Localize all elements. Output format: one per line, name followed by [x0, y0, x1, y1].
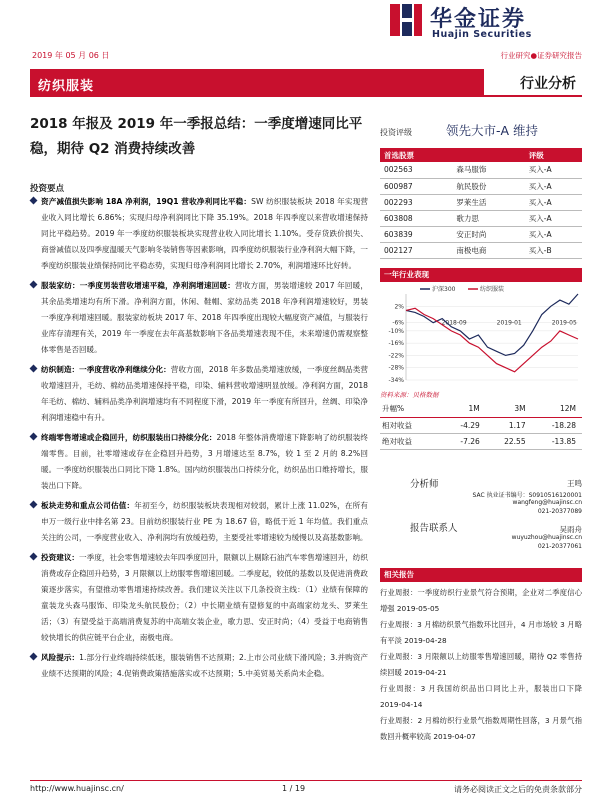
stock-code: 002127	[380, 242, 452, 258]
performance-chart	[380, 284, 582, 384]
rating-label: 投资评级	[380, 128, 412, 137]
report-type-box	[484, 69, 582, 97]
point-4-heading: 终端零售增速或企稳回升，纺织服装出口持续分化：	[41, 433, 217, 442]
table-row	[380, 194, 582, 210]
point-3-text: 营收方面，2018 年多数品类增速放缓，一季度丝绸品类营收增速回升，毛纺、棉纺品类增速保持平稳，印染、辅料营收增速明显放缓。净利润方面，2018 年毛纺、棉纺、辅料品类净利润增速均有不同程度下滑，2019 年一季度有所回升，丝绸、印染净利润增速稳中有升。	[41, 365, 368, 422]
related-reports-list	[380, 585, 582, 745]
table-row	[380, 242, 582, 258]
point-5	[30, 498, 368, 546]
logo-text-en: Huajin Securities	[432, 29, 532, 40]
contact-label: 报告联系人	[410, 523, 458, 534]
table-row	[380, 226, 582, 242]
point-5-text: 年初至今，纺织服装板块表现相对较弱，累计上涨 11.02%，在所有申万一级行业中排名第 23。目前纺织服装行业 PE 为 18.67 倍，略低于近 1 年均值。我们重点关注的公司，一季度营业收入、净利润均有放缓趋势，主要受社零增速较为缓慢以及高基数影响。	[41, 501, 368, 542]
stock-name: 航民股份	[452, 178, 524, 194]
table-cell: -7.26	[443, 433, 485, 449]
huajin-logo-icon	[388, 2, 424, 38]
contact-phone: 021-20377061	[537, 543, 582, 550]
point-3-heading: 纺织制造：一季度营收净利继续分化：	[41, 365, 171, 374]
y-tick-label: 2%	[394, 303, 404, 311]
stock-code: 603808	[380, 210, 452, 226]
x-tick-label: 2019-05	[551, 319, 577, 327]
list-item[interactable]: 行业周报：3 月我国纺织品出口同比上升，服装出口下降 2019-04-14	[380, 684, 582, 709]
diamond-bullet-icon	[30, 653, 38, 661]
stock-rating: 买入-A	[525, 178, 582, 194]
sector-band	[30, 69, 484, 97]
point-6-heading: 投资建议：	[41, 553, 80, 562]
stock-code: 002293	[380, 194, 452, 210]
point-7-text: 1.部分行业终端持续低迷，服装销售不达预期；2.上市公司业绩下滑风险；3.并购资产业绩不达预期的风险；4.促销费政策措施落实或不达预期；5.中美贸易关系尚未企稳。	[41, 653, 369, 678]
contact-name: 吴雨舟	[559, 525, 582, 534]
stock-code: 002563	[380, 162, 452, 178]
analyst-phone: 021-20377089	[537, 508, 582, 515]
table-header-row	[380, 148, 582, 162]
point-4-text: 2018 年整体消费增速下降影响了纺织服装终端零售。目前，社零增速或存在企稳回升趋势，3 月增速达至 8.7%，较 1 至 2 月的 8.2%回暖。一季度纺织服装出口同比下降 1.8%。国内纺织服装出口持续分化，纺织品出口维持增长，服装出口下降。	[41, 433, 368, 490]
series-line-2	[406, 308, 578, 372]
report-type: 行业分析	[520, 76, 576, 92]
report-tags: 行业研究●证券研究报告	[500, 51, 582, 60]
report-title: 2018 年报及 2019 年一季报总结：一季度增速同比平稳，期待 Q2 消费持续改善	[30, 116, 363, 157]
logo-text-cn: 华金证券	[430, 7, 527, 32]
diamond-bullet-icon	[30, 197, 38, 205]
stock-name: 歌力思	[452, 210, 524, 226]
stock-rating: 买入-A	[525, 162, 582, 178]
footer-divider	[30, 780, 582, 781]
point-6-text: 一季度，社会零售增速较去年四季度回升，限额以上剔除石油汽车零售增速回升，纺织消费或存企稳回升趋势，3 月限额以上纺服零售增速回暖。二季度起，较低的基数以及促进消费政策逐步落实，有望推动零售增速持续改善。我们建议关注以下几条投资主线：（1）业绩有保障的童装龙头森马服饰、印染龙头航民股份；（2）中长期业绩有望修复的中高端家纺龙头、罗莱生活；（3）有望受益于高端消费复苏的中高端女装企业，歌力思、安正时尚；（4）受益于电商销售较快增长的供应链平台企业，南极电商。	[41, 553, 369, 642]
legend-label: 沪深300	[432, 286, 456, 293]
y-tick-label: -34%	[388, 377, 404, 384]
x-tick-label: 2018-09	[441, 319, 467, 327]
header-cell: 首选股票	[380, 148, 452, 162]
diamond-bullet-icon	[30, 365, 38, 373]
table-cell: 相对收益	[380, 417, 443, 433]
analyst-cert: SAC 执业证书编号：S0910516120001	[472, 492, 582, 499]
legend-label: 纺织服装	[480, 286, 505, 293]
diamond-bullet-icon	[30, 281, 38, 289]
stock-rating: 买入-A	[525, 226, 582, 242]
table-row	[380, 433, 582, 449]
point-7	[30, 650, 368, 682]
point-7-heading: 风险提示：	[41, 653, 80, 662]
footer-url[interactable]: http://www.huajinsc.cn/	[30, 784, 124, 793]
y-tick-label: -6%	[392, 319, 404, 327]
stock-rating: 买入-B	[525, 242, 582, 258]
stock-name: 安正时尚	[452, 226, 524, 242]
table-row	[380, 210, 582, 226]
x-tick-label: 2019-01	[496, 319, 522, 327]
diamond-bullet-icon	[30, 501, 38, 509]
table-cell: 3M	[486, 401, 532, 417]
list-item[interactable]: 行业周报：一季度纺织行业景气符合预期，企业对二季度信心增强 2019-05-05	[380, 588, 582, 613]
point-4	[30, 430, 368, 494]
analyst-name: 王鸣	[567, 479, 582, 488]
report-date: 2019 年 05 月 06 日	[32, 51, 110, 60]
header-cell: 评级	[525, 148, 582, 162]
company-logo	[388, 2, 578, 42]
table-cell: 升幅%	[380, 401, 443, 417]
stock-code: 600987	[380, 178, 452, 194]
list-item[interactable]: 行业周报：3 月棉纺织景气指数环比回升，4 月市场较 3 月略有平淡 2019-04-28	[380, 620, 582, 645]
list-item[interactable]: 行业周报：2 月棉纺织行业景气指数周期性回落，3 月景气指数回升概率较高 2019-04-07	[380, 716, 582, 741]
point-2-text: 营收方面，男装增速较 2017 年回暖，其余品类增速均有所下滑。净利润方面，休闲、鞋帽、家纺品类 2018 年净利润增速较好，男装一季度净利增速回暖。服装家纺板块 2017 年、2018 年四季度出现较大幅度资产减值，与服装行业库存清理有关，2019 年一季度在去年高基数影响下各品类增速表现不佳，未来增速仍需观察整体零售是否回暖。	[41, 281, 369, 354]
table-cell: 1.17	[486, 417, 532, 433]
table-row	[380, 417, 582, 433]
y-tick-label: -28%	[388, 364, 404, 372]
y-tick-label: -22%	[388, 352, 404, 360]
y-tick-label: -10%	[388, 327, 404, 335]
point-6	[30, 550, 368, 646]
stock-rating: 买入-A	[525, 210, 582, 226]
chart-source: 资料来源：贝格数据	[380, 391, 439, 399]
stock-name: 南极电商	[452, 242, 524, 258]
point-2-heading: 服装家纺：一季度男装营收增速平稳，净利润增速回暖：	[41, 281, 236, 290]
preferred-stocks-table	[380, 148, 582, 259]
point-1-text: SW 纺织服装板块 2018 年实现营业收入同比增长 6.86%；实现归母净利润同比下降 35.19%。2018 年四季度以来营收增速保持同比平稳趋势。2019 年一季度纺织服装板块实现营业收入同比增长 1.10%。受存货跌价损失、商誉减值以及四季度温暖天气影响冬装销售等因素影响，四季度纺织服装行业净利润大幅下降，一季度纺织服装业绩保持同比平稳态势，实现归母净利润同比增长 2.70%，利润增速环比好转。	[41, 197, 368, 270]
diamond-bullet-icon	[30, 433, 38, 441]
investment-points	[30, 194, 368, 686]
related-reports-heading: 相关报告	[380, 568, 582, 582]
disclaimer-note: 请务必阅读正文之后的免责条款部分	[454, 785, 582, 794]
y-tick-label: -16%	[388, 340, 404, 348]
table-cell: 1M	[443, 401, 485, 417]
header-cell	[452, 148, 524, 162]
table-cell: -18.28	[532, 417, 582, 433]
table-cell: -13.85	[532, 433, 582, 449]
point-2	[30, 278, 368, 358]
table-row	[380, 178, 582, 194]
stock-name: 森马服饰	[452, 162, 524, 178]
performance-heading: 一年行业表现	[380, 268, 582, 282]
table-cell: 22.55	[486, 433, 532, 449]
list-item[interactable]: 行业周报：3 月限额以上纺服零售增速回暖，期待 Q2 零售持续回暖 2019-04-21	[380, 652, 582, 677]
stock-rating: 买入-A	[525, 194, 582, 210]
contact-email[interactable]: wuyuzhou@huajinsc.cn	[511, 534, 582, 541]
date-row	[30, 47, 582, 65]
analyst-email[interactable]: wangfeng@huajinsc.cn	[512, 499, 582, 506]
page-number: 1 / 19	[282, 784, 306, 793]
rating-value: 领先大市-A 维持	[446, 123, 539, 138]
table-row	[380, 401, 582, 417]
table-cell: 绝对收益	[380, 433, 443, 449]
point-1	[30, 194, 368, 274]
diamond-bullet-icon	[30, 553, 38, 561]
stock-name: 罗莱生活	[452, 194, 524, 210]
sector-title: 纺织服装	[38, 79, 95, 94]
point-1-heading: 资产减值损失影响 18A 净利润，19Q1 营收净利同比平稳：	[41, 197, 252, 206]
point-5-heading: 板块走势和重点公司估值：	[41, 501, 135, 510]
table-cell: 12M	[532, 401, 582, 417]
analyst-label: 分析师	[410, 479, 439, 490]
point-3	[30, 362, 368, 426]
table-cell: -4.29	[443, 417, 485, 433]
returns-table	[380, 401, 582, 450]
investment-points-heading: 投资要点	[30, 184, 65, 194]
table-row	[380, 162, 582, 178]
stock-code: 603839	[380, 226, 452, 242]
